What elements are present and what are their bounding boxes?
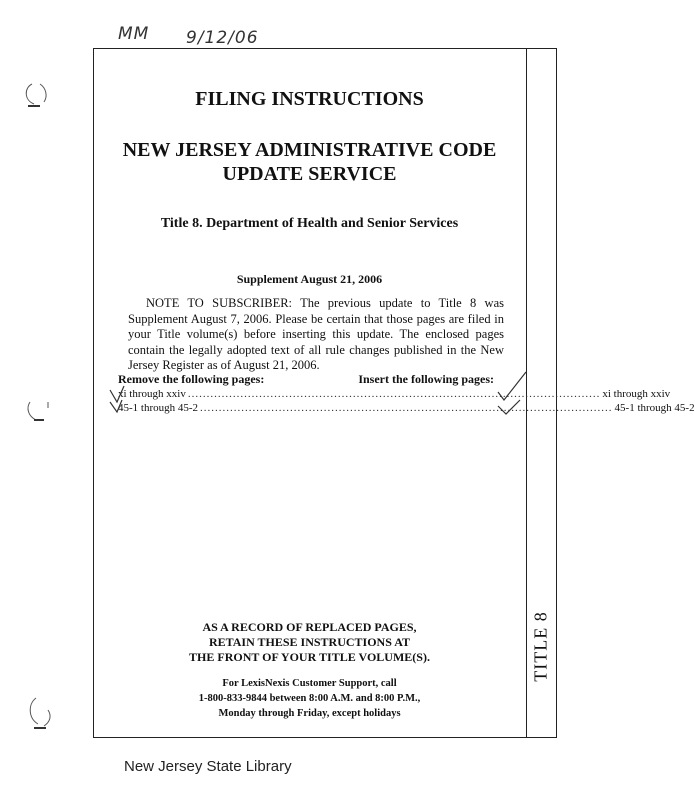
customer-support — [93, 676, 526, 721]
supplement-date: Supplement August 21, 2006 — [236, 272, 383, 286]
support-line-2: 1-800-833-9844 between 8:00 A.M. and 8:00 P.M., — [198, 693, 421, 704]
insert-pages: xi through xxiv — [602, 388, 671, 400]
leader-dots: .............................................................................................................. — [187, 388, 601, 400]
record-instructions — [93, 620, 526, 665]
subscriber-note-text: NOTE TO SUBSCRIBER: The previous update to Title 8 was Supplement August 7, 2006. Please be certain that those pages are filed in your Title volume(s) before inserting this update. The enclosed pages contain the legally adopted text of all rule changes published in the New Jersey Register as of August 21, 2006. — [128, 296, 504, 372]
record-line-2: RETAIN THESE INSTRUCTIONS AT — [208, 635, 411, 649]
check-mark-icon — [494, 370, 530, 416]
remove-pages: xi through xxiv — [118, 388, 186, 400]
library-stamp: New Jersey State Library — [124, 758, 292, 775]
support-line-3: Monday through Friday, except holidays — [218, 708, 401, 719]
punch-hole-mark-bottom — [24, 694, 60, 734]
table-row — [118, 401, 695, 415]
table-header — [118, 372, 494, 387]
remove-header: Remove the following pages: — [118, 372, 265, 386]
record-line-3: THE FRONT OF YOUR TITLE VOLUME(S). — [189, 650, 430, 664]
tab-label: TITLE 8 — [530, 611, 551, 682]
subtitle-line-2: UPDATE SERVICE — [222, 163, 397, 185]
leader-dots: .............................................................................................................. — [200, 402, 613, 414]
department-heading: Title 8. Department of Health and Senior Services — [160, 216, 459, 231]
table-row — [118, 387, 671, 401]
check-mark-icon — [108, 384, 128, 414]
insert-pages: 45-1 through 45-2 — [614, 402, 695, 414]
insert-header: Insert the following pages: — [358, 372, 494, 386]
page-title: FILING INSTRUCTIONS — [195, 88, 424, 110]
subscriber-note — [128, 296, 504, 374]
handwritten-date: 9/12/06 — [186, 28, 259, 48]
support-line-1: For LexisNexis Customer Support, call — [222, 678, 397, 689]
punch-hole-mark-top — [20, 80, 56, 110]
record-line-1: AS A RECORD OF REPLACED PAGES, — [202, 620, 417, 634]
subtitle-line-1: NEW JERSEY ADMINISTRATIVE CODE — [122, 139, 497, 161]
remove-pages: 45-1 through 45-2 — [118, 402, 199, 414]
page-replacement-table — [118, 372, 695, 415]
punch-hole-mark-middle — [22, 396, 58, 426]
handwritten-initials: MM — [118, 24, 150, 44]
